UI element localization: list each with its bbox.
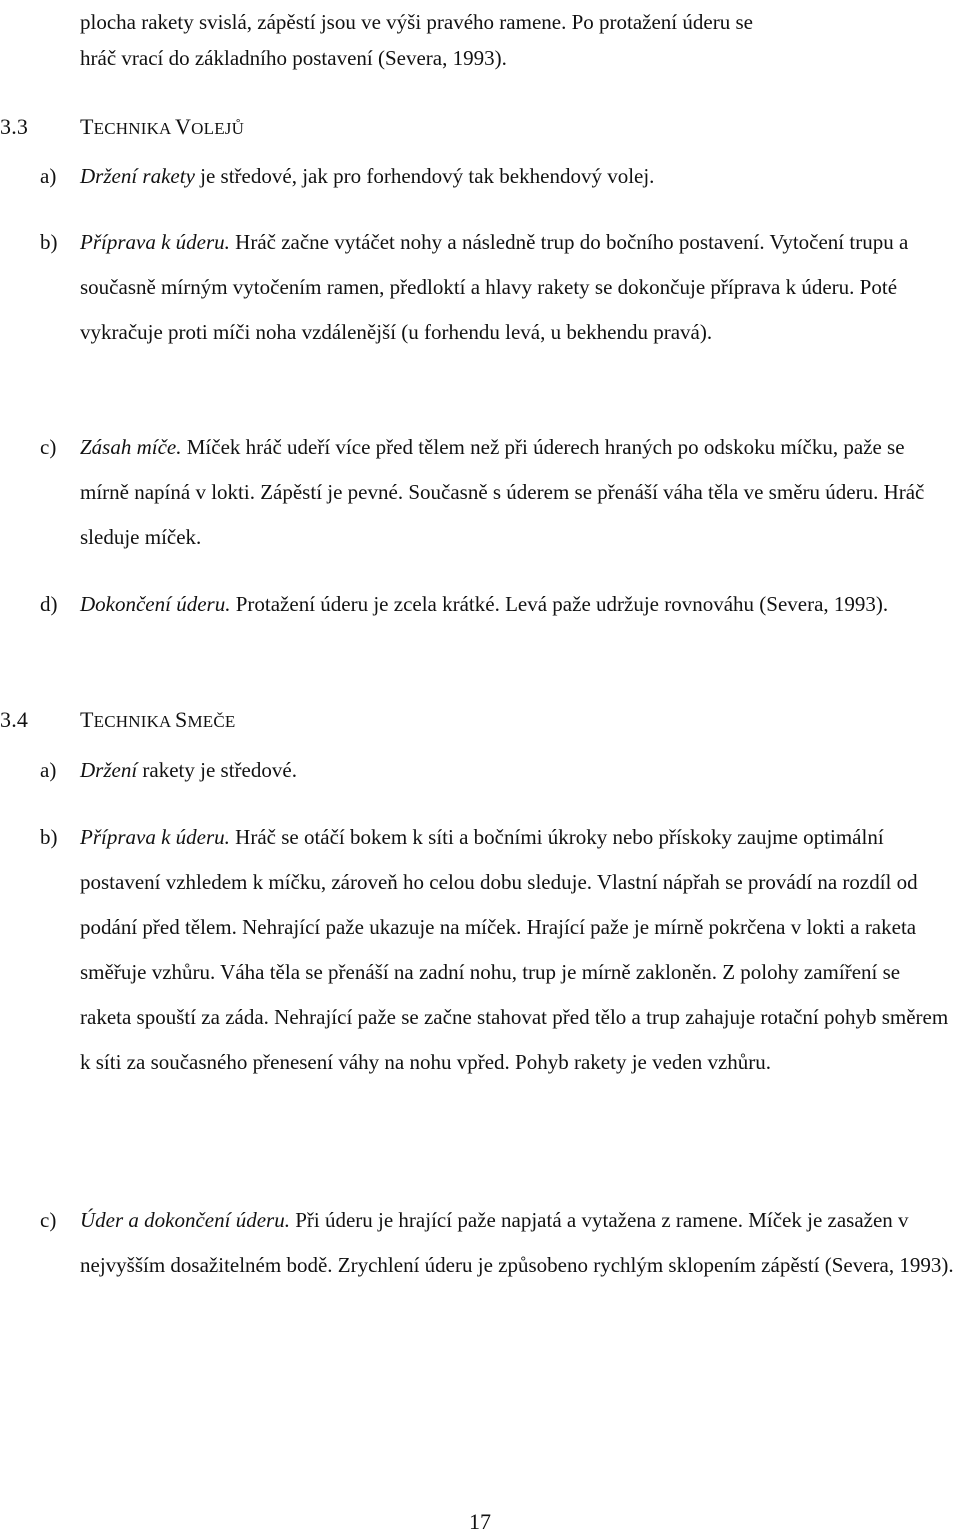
list-item: a) Držení rakety je středové, jak pro forhendový tak bekhendový volej. bbox=[40, 164, 655, 188]
continuation-line-1: plocha rakety svislá, zápěstí jsou ve výši pravého ramene. Po protažení úderu se bbox=[80, 10, 753, 34]
section-number: 3.3 bbox=[0, 114, 29, 139]
list-item: c) Úder a dokončení úderu. Při úderu je hrající paže napjatá a vytažena z ramene. Míček je zasažen v nejvyšším dosažitelném bodě. Zrychlení úderu je způsobeno rychlým sklopením zápěstí (Severa, 1993). bbox=[40, 1208, 954, 1277]
section-heading-3-4: 3.4 TECHNIKA SMEČE bbox=[80, 697, 236, 744]
list-item: b) Příprava k úderu. Hráč začne vytáčet nohy a následně trup do bočního postavení. Vytočení trupu a současně mírným vytočením ramen, předloktí a hlavy rakety se dokončuje příprava k úderu. Poté vykračuje proti míči noha vzdálenější (u forhendu levá, u bekhendu pravá). bbox=[40, 230, 909, 344]
list-item: a) Držení rakety je středové. bbox=[40, 758, 297, 782]
list-item: c) Zásah míče. Míček hráč udeří více před tělem než při úderech hraných po odskoku míčku, paže se mírně napíná v lokti. Zápěstí je pevné. Současně s úderem se přenáší váha těla ve směru úderu. Hráč sleduje míček. bbox=[40, 435, 925, 549]
continuation-line-2: hráč vrací do základního postavení (Severa, 1993). bbox=[80, 46, 507, 70]
page-number: 17 bbox=[469, 1509, 491, 1534]
list-item: b) Příprava k úderu. Hráč se otáčí bokem k síti a bočními úkroky nebo přískoky zaujme optimální postavení vzhledem k míčku, zároveň ho celou dobu sleduje. Vlastní nápřah se provádí na rozdíl od podání před tělem. Nehrající paže ukazuje na míček. Hrající paže je mírně pokrčena v lokti a raketa směřuje vzhůru. Váha těla se přenáší na zadní nohu, trup je mírně zakloněn. Z polohy zamíření se raketa spouští za záda. Nehrající paže se začne stahovat před tělo a trup zahajuje rotační pohyb směrem k síti za současného přenesení váhy na nohu vpřed. Pohyb rakety je veden vzhůru. bbox=[40, 825, 949, 1074]
section-heading-3-3: 3.3 TECHNIKA VOLEJŮ bbox=[80, 104, 244, 151]
list-item: d) Dokončení úderu. Protažení úderu je zcela krátké. Levá paže udržuje rovnováhu (Severa, 1993). bbox=[40, 592, 889, 616]
section-number: 3.4 bbox=[0, 707, 29, 732]
